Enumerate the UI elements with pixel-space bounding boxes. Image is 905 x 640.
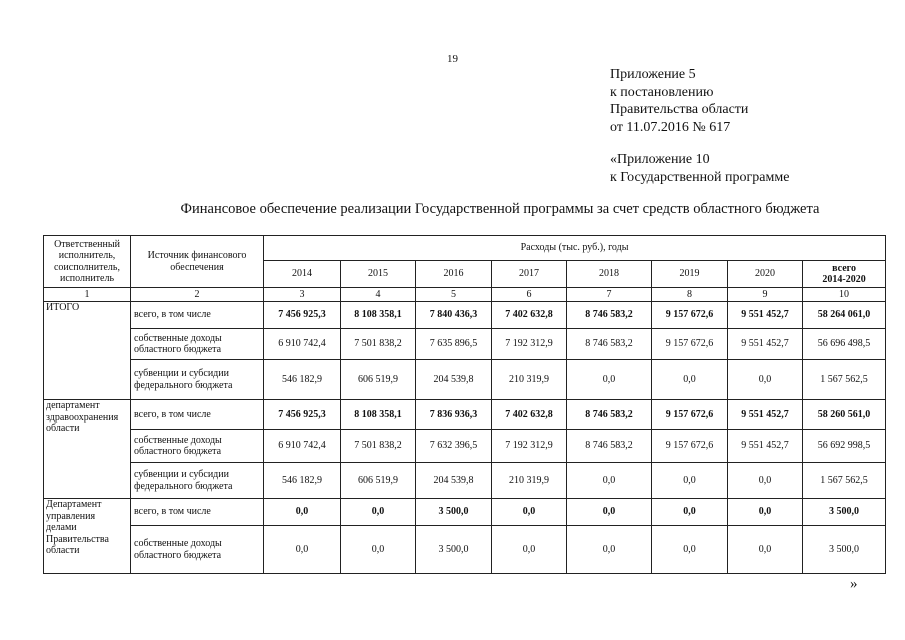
cell-value: 0,0 — [652, 463, 728, 499]
appendix-line: от 11.07.2016 № 617 — [610, 119, 731, 135]
header-total — [803, 261, 886, 288]
header-executor: Ответственный исполнитель, соисполнитель, исполнитель — [44, 236, 131, 288]
cell-value: 8 746 583,2 — [567, 329, 652, 360]
cell-value: 546 182,9 — [264, 463, 341, 499]
cell-value: 7 456 925,3 — [264, 400, 341, 430]
header-year: 2018 — [567, 261, 652, 288]
page-number: 19 — [447, 53, 458, 65]
cell-value: 1 567 562,5 — [803, 463, 886, 499]
cell-value: 3 500,0 — [803, 499, 886, 526]
financing-table — [43, 235, 886, 574]
cell-value: 606 519,9 — [341, 360, 416, 400]
header-year: 2016 — [416, 261, 492, 288]
cell-value: 0,0 — [567, 360, 652, 400]
header-total-line1: всего — [832, 262, 856, 274]
closing-quote: » — [850, 576, 858, 592]
column-number: 3 — [264, 288, 341, 302]
cell-value: 7 501 838,2 — [341, 329, 416, 360]
cell-value: 7 840 436,3 — [416, 302, 492, 329]
row-executor: департамент здравоохранения области — [44, 400, 131, 499]
table-row — [44, 526, 886, 574]
row-source: всего, в том числе — [131, 499, 264, 526]
cell-value: 6 910 742,4 — [264, 329, 341, 360]
document-title: Финансовое обеспечение реализации Государственной программы за счет средств областного бюджета — [180, 201, 820, 217]
appendix-line: Приложение 5 — [610, 67, 696, 82]
cell-value: 7 501 838,2 — [341, 430, 416, 463]
table-row — [44, 430, 886, 463]
cell-value: 0,0 — [728, 360, 803, 400]
column-number: 8 — [652, 288, 728, 302]
cell-value: 204 539,8 — [416, 360, 492, 400]
row-source: собственные доходы областного бюджета — [131, 329, 264, 360]
cell-value: 0,0 — [264, 526, 341, 574]
row-executor: Департамент управления делами Правительства области — [44, 499, 131, 574]
row-source: собственные доходы областного бюджета — [131, 430, 264, 463]
column-number: 10 — [803, 288, 886, 302]
cell-value: 0,0 — [652, 360, 728, 400]
cell-value: 0,0 — [492, 499, 567, 526]
cell-value: 0,0 — [567, 499, 652, 526]
cell-value: 9 551 452,7 — [728, 302, 803, 329]
cell-value: 606 519,9 — [341, 463, 416, 499]
cell-value: 3 500,0 — [416, 526, 492, 574]
header-year: 2020 — [728, 261, 803, 288]
header-expenses: Расходы (тыс. руб.), годы — [264, 236, 886, 261]
appendix-line: к постановлению — [610, 84, 714, 100]
appendix-block — [610, 66, 748, 136]
cell-value: 0,0 — [728, 499, 803, 526]
cell-value: 204 539,8 — [416, 463, 492, 499]
appendix-inner-line: «Приложение 10 — [610, 152, 710, 167]
column-number: 1 — [44, 288, 131, 302]
table-row — [44, 463, 886, 499]
cell-value: 0,0 — [567, 526, 652, 574]
cell-value: 7 456 925,3 — [264, 302, 341, 329]
table-row — [44, 302, 886, 329]
cell-value: 9 157 672,6 — [652, 400, 728, 430]
cell-value: 8 746 583,2 — [567, 302, 652, 329]
cell-value: 0,0 — [728, 463, 803, 499]
cell-value: 0,0 — [264, 499, 341, 526]
cell-value: 6 910 742,4 — [264, 430, 341, 463]
header-year: 2017 — [492, 261, 567, 288]
cell-value: 9 157 672,6 — [652, 430, 728, 463]
cell-value: 7 192 312,9 — [492, 430, 567, 463]
header-year: 2015 — [341, 261, 416, 288]
cell-value: 7 836 936,3 — [416, 400, 492, 430]
appendix-inner-line: к Государственной программе — [610, 169, 790, 185]
cell-value: 7 635 896,5 — [416, 329, 492, 360]
cell-value: 7 402 632,8 — [492, 400, 567, 430]
cell-value: 0,0 — [492, 526, 567, 574]
cell-value: 9 551 452,7 — [728, 400, 803, 430]
cell-value: 0,0 — [341, 526, 416, 574]
cell-value: 3 500,0 — [416, 499, 492, 526]
column-number: 9 — [728, 288, 803, 302]
column-number: 5 — [416, 288, 492, 302]
header-year: 2014 — [264, 261, 341, 288]
cell-value: 8 108 358,1 — [341, 302, 416, 329]
header-total-line2: 2014-2020 — [822, 274, 866, 285]
row-source: собственные доходы областного бюджета — [131, 526, 264, 574]
cell-value: 0,0 — [567, 463, 652, 499]
cell-value: 56 696 498,5 — [803, 329, 886, 360]
cell-value: 0,0 — [652, 499, 728, 526]
cell-value: 1 567 562,5 — [803, 360, 886, 400]
cell-value: 0,0 — [652, 526, 728, 574]
cell-value: 7 402 632,8 — [492, 302, 567, 329]
appendix-line: Правительства области — [610, 102, 749, 117]
cell-value: 7 632 396,5 — [416, 430, 492, 463]
column-number: 6 — [492, 288, 567, 302]
cell-value: 9 551 452,7 — [728, 430, 803, 463]
row-executor: ИТОГО — [44, 302, 131, 400]
cell-value: 9 157 672,6 — [652, 302, 728, 329]
column-number: 4 — [341, 288, 416, 302]
cell-value: 8 108 358,1 — [341, 400, 416, 430]
row-source: всего, в том числе — [131, 302, 264, 329]
appendix-inner-block — [610, 151, 789, 186]
cell-value: 9 551 452,7 — [728, 329, 803, 360]
table-row — [44, 329, 886, 360]
header-year: 2019 — [652, 261, 728, 288]
cell-value: 7 192 312,9 — [492, 329, 567, 360]
table-row — [44, 499, 886, 526]
row-source: субвенции и субсидии федерального бюджета — [131, 463, 264, 499]
cell-value: 0,0 — [728, 526, 803, 574]
cell-value: 210 319,9 — [492, 360, 567, 400]
column-number: 2 — [131, 288, 264, 302]
cell-value: 8 746 583,2 — [567, 400, 652, 430]
cell-value: 58 264 061,0 — [803, 302, 886, 329]
header-source: Источник финансового обеспечения — [131, 236, 264, 288]
cell-value: 58 260 561,0 — [803, 400, 886, 430]
row-source: субвенции и субсидии федерального бюджета — [131, 360, 264, 400]
cell-value: 56 692 998,5 — [803, 430, 886, 463]
cell-value: 546 182,9 — [264, 360, 341, 400]
column-number: 7 — [567, 288, 652, 302]
cell-value: 9 157 672,6 — [652, 329, 728, 360]
table-row — [44, 360, 886, 400]
cell-value: 3 500,0 — [803, 526, 886, 574]
row-source: всего, в том числе — [131, 400, 264, 430]
table-row — [44, 400, 886, 430]
cell-value: 8 746 583,2 — [567, 430, 652, 463]
cell-value: 210 319,9 — [492, 463, 567, 499]
cell-value: 0,0 — [341, 499, 416, 526]
